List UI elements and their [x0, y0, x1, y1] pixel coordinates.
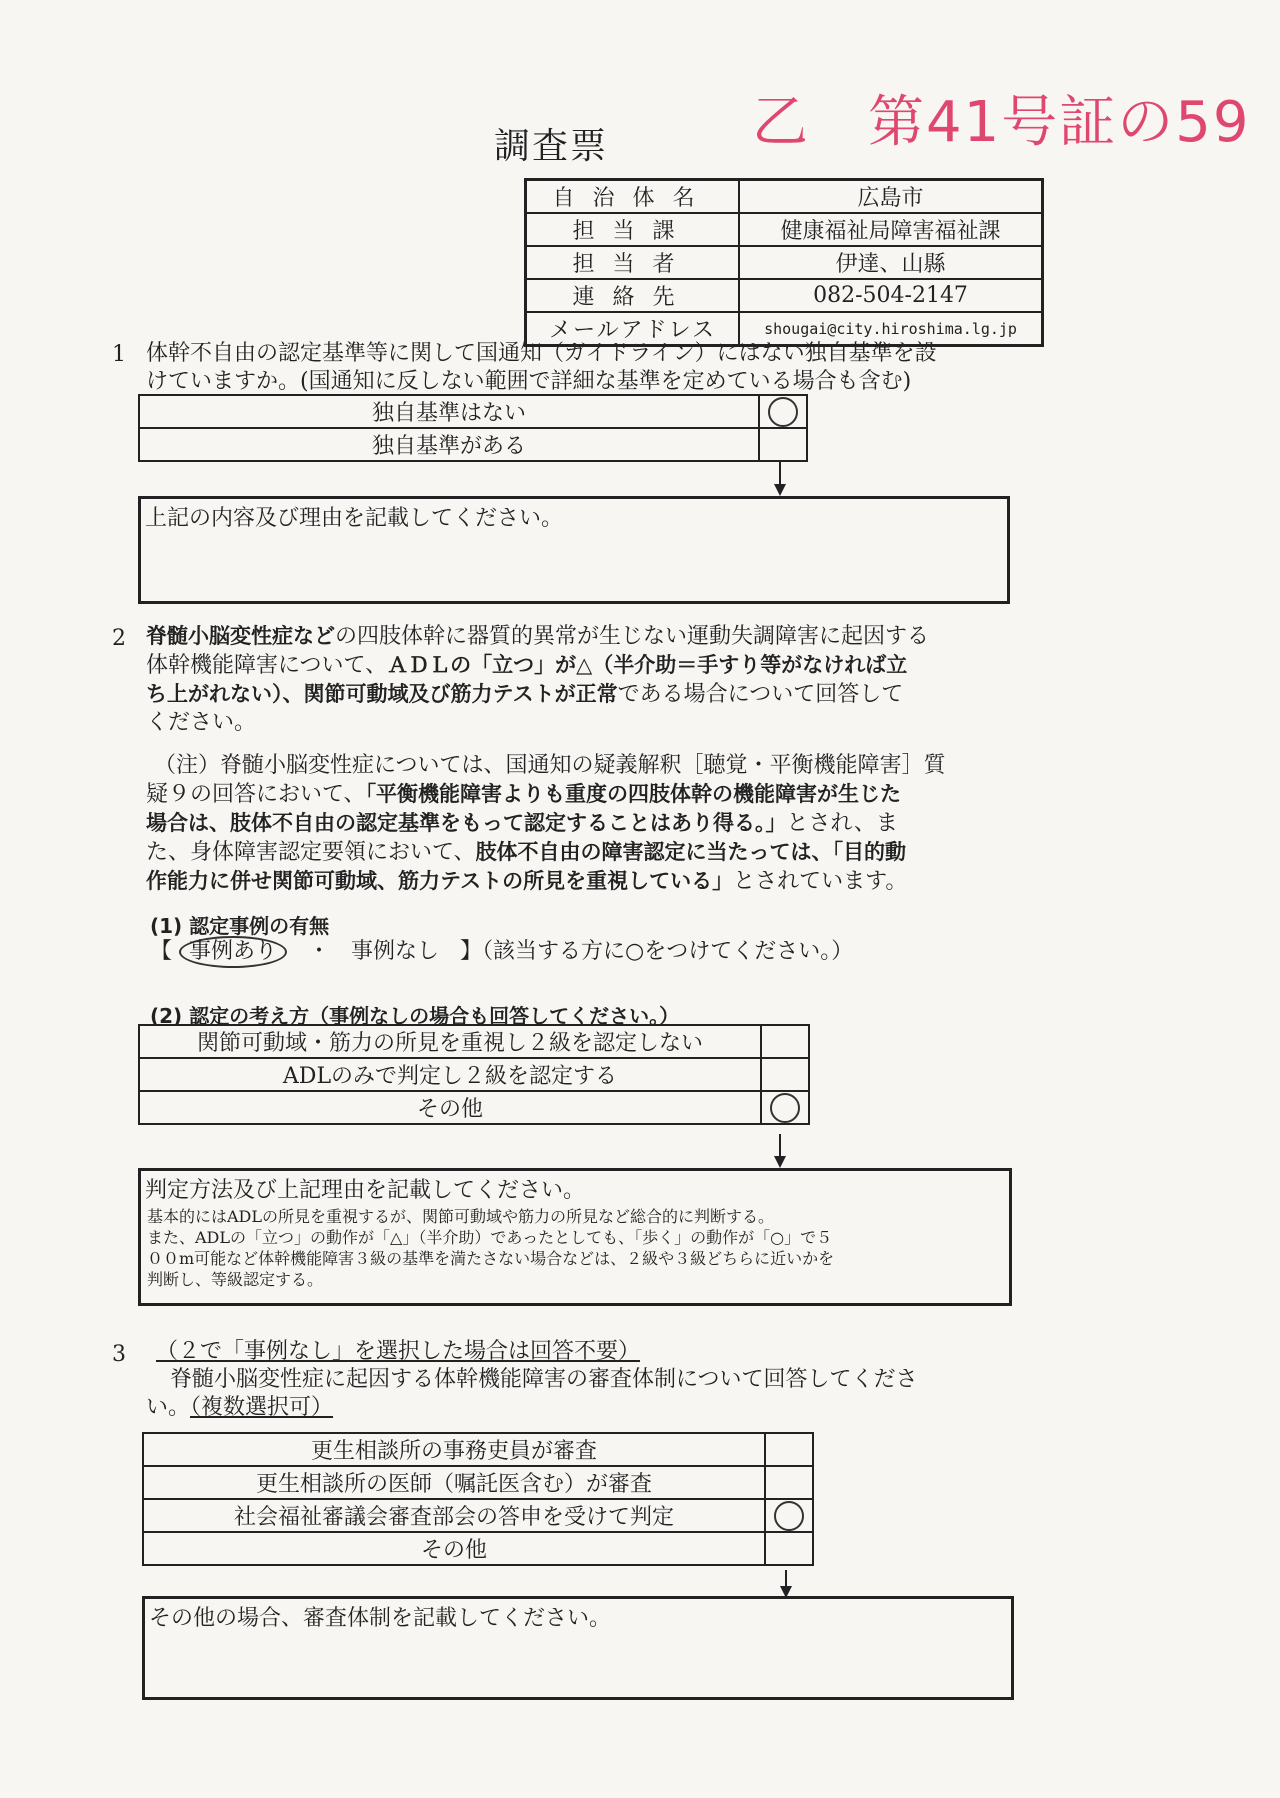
arrow-line	[779, 1134, 781, 1158]
table-row	[139, 1058, 809, 1091]
circle-mark-icon	[770, 1093, 800, 1123]
option-checkbox[interactable]	[761, 1025, 809, 1058]
option-label: 独自基準はない	[139, 395, 759, 428]
label-municipality: 自治体名	[526, 180, 740, 214]
subquestion-2-title: (2) 認定の考え方（事例なしの場合も回答してください。）	[150, 1004, 680, 1028]
table-row	[143, 1433, 813, 1466]
box-label: その他の場合、審査体制を記載してください。	[149, 1606, 612, 1631]
question-3-line-2: い。	[146, 1395, 191, 1420]
label-email: メールアドレス	[526, 312, 740, 346]
option-label: 更生相談所の医師（嘱託医含む）が審査	[143, 1466, 765, 1499]
question-2-options	[138, 1024, 810, 1125]
table-row	[526, 180, 1043, 214]
option-label: 更生相談所の事務吏員が審査	[143, 1433, 765, 1466]
subquestion-1-title: (1) 認定事例の有無	[150, 914, 330, 938]
answer-line: 判断し、等級認定する。	[147, 1270, 324, 1289]
choice-case-exists[interactable]: 事例あり	[179, 936, 287, 968]
choice-no-case[interactable]: 事例なし	[351, 939, 440, 964]
value-person: 伊達、山縣	[739, 246, 1042, 279]
option-label: 社会福祉審議会審査部会の答申を受けて判定	[143, 1499, 765, 1532]
arrow-down-icon	[774, 484, 786, 496]
note-bold-text: 「平衡機能障害よりも重度の四肢体幹の機能障害が生じた	[365, 782, 902, 806]
option-label: 独自基準がある	[139, 428, 759, 461]
box-label: 上記の内容及び理由を記載してください。	[145, 506, 564, 531]
table-row	[143, 1499, 813, 1532]
table-row	[139, 1091, 809, 1124]
question-3-options	[142, 1432, 814, 1566]
option-checkbox[interactable]	[761, 1091, 809, 1124]
question-2-bold-text: ち上がれない）、関節可動域及び筋力テストが正常	[146, 682, 618, 706]
answer-line: ００m可能など体幹機能障害３級の基準を満たさない場合などは、２級や３級どちらに近いかを	[147, 1249, 835, 1268]
option-checkbox[interactable]	[765, 1499, 813, 1532]
bracket-open: 【	[150, 939, 173, 964]
question-2-text-run: の四肢体幹に器質的異常が生じない運動失調障害に起因する	[335, 624, 930, 649]
document-stamp: 乙 第41号証の59	[752, 90, 1251, 155]
option-label: その他	[139, 1091, 761, 1124]
choice-separator: ・	[308, 939, 331, 964]
circle-mark-icon	[774, 1501, 804, 1531]
question-2-text-run: 体幹機能障害について、	[146, 653, 388, 678]
question-2-bold-text: ＡＤＬの「立つ」が△（半介助＝手すり等がなければ立	[387, 653, 908, 677]
answer-line: 基本的にはADLの所見を重視するが、関節可動域や筋力の所見など総合的に判断する。	[147, 1207, 775, 1226]
table-row	[143, 1532, 813, 1565]
option-checkbox[interactable]	[765, 1433, 813, 1466]
table-row	[526, 279, 1043, 312]
answer-line: また、ADLの「立つ」の動作が「△」（半介助）であったとしても、「歩く」の動作が「○」で５	[147, 1228, 833, 1247]
note-bold-text: 肢体不自由の障害認定に当たっては、「目的動	[475, 840, 907, 864]
box-label: 判定方法及び上記理由を記載してください。	[145, 1178, 586, 1203]
table-row	[526, 246, 1043, 279]
question-3-condition: （２で「事例なし」を選択した場合は回答不要）	[156, 1339, 641, 1364]
option-checkbox[interactable]	[761, 1058, 809, 1091]
question-2-note	[146, 752, 946, 896]
question-2-text-run: である場合について回答して	[617, 682, 904, 707]
note-text-run: 疑９の回答において、	[146, 782, 366, 807]
arrow-line	[779, 462, 781, 486]
note-line: （注）脊髄小脳変性症については、国通知の疑義解釈［聴覚・平衡機能障害］質	[154, 753, 946, 778]
circle-mark-icon	[768, 397, 798, 427]
note-text-run: た、身体障害認定要領において、	[146, 840, 476, 865]
option-checkbox[interactable]	[759, 395, 807, 428]
note-text-run: とされています。	[733, 869, 908, 894]
question-2-text-run: ください。	[146, 710, 257, 735]
question-1-line-1: 体幹不自由の認定基準等に関して国通知（ガイドライン）にはない独自基準を設	[146, 341, 937, 366]
note-bold-text: 場合は、肢体不自由の認定基準をもって認定することはあり得る。」	[146, 811, 787, 835]
table-row	[143, 1466, 813, 1499]
arrow-down-icon	[774, 1156, 786, 1168]
note-text-run: とされ、ま	[786, 811, 898, 836]
label-person: 担当者	[526, 246, 740, 279]
question-3-free-text-box[interactable]	[142, 1596, 1014, 1700]
table-row	[139, 395, 807, 428]
question-3-text	[146, 1338, 918, 1422]
label-contact: 連絡先	[526, 279, 740, 312]
question-1-options	[138, 394, 808, 462]
table-row	[526, 213, 1043, 246]
table-row	[139, 1025, 809, 1058]
option-label: その他	[143, 1532, 765, 1565]
value-contact: 082-504-2147	[739, 279, 1042, 312]
note-bold-text: 作能力に併せ関節可動域、筋力テストの所見を重視している」	[146, 869, 734, 893]
option-label: ADLのみで判定し２級を認定する	[139, 1058, 761, 1091]
question-2-text	[146, 622, 929, 737]
label-department: 担当課	[526, 213, 740, 246]
option-checkbox[interactable]	[759, 428, 807, 461]
question-1-text	[146, 340, 937, 396]
value-email: shougai@city.hiroshima.lg.jp	[739, 312, 1042, 346]
question-3-multi-select-note: （複数選択可）	[190, 1395, 334, 1420]
question-1-line-2: けていますか。(国通知に反しない範囲で詳細な基準を定めている場合も含む)	[146, 369, 912, 394]
question-3-line-1: 脊髄小脳変性症に起因する体幹機能障害の審査体制について回答してくださ	[170, 1367, 918, 1392]
table-row	[139, 428, 807, 461]
question-2-bold-text: 脊髄小脳変性症など	[146, 624, 335, 648]
question-1-free-text-box[interactable]	[138, 496, 1010, 604]
question-2-free-text-box[interactable]	[138, 1168, 1012, 1306]
option-label: 関節可動域・筋力の所見を重視し２級を認定しない	[139, 1025, 761, 1058]
bracket-close-note: 】（該当する方に○をつけてください。）	[460, 939, 854, 964]
question-2-number: 2	[112, 626, 126, 651]
option-checkbox[interactable]	[765, 1532, 813, 1565]
page-title: 調査票	[494, 126, 609, 167]
value-municipality: 広島市	[739, 180, 1042, 214]
question-1-number: 1	[112, 342, 126, 367]
subquestion-1-choices	[150, 936, 853, 968]
option-checkbox[interactable]	[765, 1466, 813, 1499]
question-3-number: 3	[112, 1342, 126, 1367]
respondent-info-table	[524, 178, 1044, 347]
value-department: 健康福祉局障害福祉課	[739, 213, 1042, 246]
